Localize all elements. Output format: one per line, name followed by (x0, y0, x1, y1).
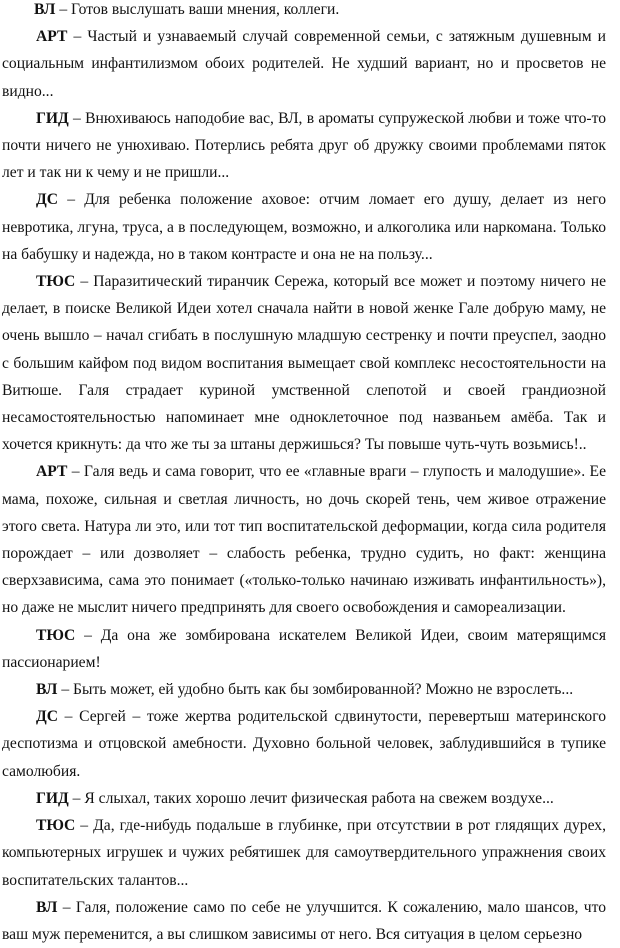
paragraph-text: – Сергей – тоже жертва родительской сдвинутости, перевертыш материнского деспотизма и отцовской амебности. Духовно больной человек, заблудившийся в тупике самолюбия. (2, 708, 606, 780)
speaker-name: ДС (36, 708, 58, 726)
paragraph (2, 458, 606, 621)
paragraph-text: – Да, где-нибудь подальше в глубинке, при отсутствии в рот глядящих дурех, компьютерных игрушек и чужих ребятишек для самоутвердительного упражнения своих воспитательских талантов... (2, 817, 606, 889)
speaker-name: ГИД (36, 109, 69, 127)
speaker-name: АРТ (36, 463, 68, 481)
paragraph-text: – Готов выслушать ваши мнения, коллеги. (55, 1, 340, 18)
speaker-name: АРТ (36, 28, 68, 46)
speaker-name: ВЛ (36, 681, 58, 699)
paragraph-text: – Да она же зомбирована искателем Великой Идеи, своим матерящимся пассионарием! (2, 626, 606, 671)
document-page (2, 0, 606, 948)
paragraph (2, 622, 606, 676)
paragraph (2, 703, 606, 785)
paragraph (2, 812, 606, 894)
paragraph (2, 105, 606, 187)
paragraph (2, 785, 606, 812)
paragraph (2, 23, 606, 105)
speaker-name: ДС (36, 191, 58, 209)
paragraph (2, 676, 606, 703)
speaker-name: ТЮС (36, 273, 76, 291)
paragraph-text: – Галя, положение само по себе не улучшится. К сожалению, мало шансов, что ваш муж переменится, а вы слишком зависимы от него. Вся ситуация в целом серьезно (2, 898, 606, 943)
speaker-name: ТЮС (36, 626, 76, 644)
speaker-name: ВЛ (36, 898, 58, 916)
paragraph-text: – Паразитический тиранчик Сережа, который все может и поэтому ничего не делает, в поиске Великой Идеи хотел сначала найти в новой женке Гале добрую маму, не очень вышло – начал сгибать в послушную младшую сестренку и почти преуспел, заодно с большим кайфом под видом воспитания вымещает свой комплекс несостоятельности на Витюше. Галя страдает куриной умственной слепотой и своей грандиозной несамостоятельностью напоминает мне одноклеточное под названьем амёба. Так и хочется крикнуть: да что же ты за штаны держишься? Ты повыше чуть-чуть возьмись!.. (2, 273, 606, 454)
paragraph-text: – Я слыхал, таких хорошо лечит физическая работа на свежем воздухе... (68, 789, 554, 807)
paragraph-text: – Быть может, ей удобно быть как бы зомбированной? Можно не взрослеть... (57, 681, 574, 699)
speaker-name: ВЛ (34, 1, 56, 18)
speaker-name: ГИД (36, 789, 69, 807)
paragraph (2, 268, 606, 458)
paragraph-text: – Для ребенка положение аховое: отчим ломает его душу, делает из него невротика, лгуна, труса, а в последующем, возможно, и алкоголика или наркомана. Только на бабушку и надежда, но в таком контрасте и она не на пользу... (2, 191, 606, 263)
paragraph (2, 0, 606, 23)
paragraph (2, 186, 606, 268)
paragraph-text: – Внюхиваюсь наподобие вас, ВЛ, в ароматы супружеской любви и тоже что-то почти ничего не унюхиваю. Потерлись ребята друг об дружку своими проблемами пяток лет и так ни к чему и не пришли... (2, 109, 606, 182)
paragraph-text: – Галя ведь и сама говорит, что ее «главные враги – глупость и малодушие». Ее мама, похоже, сильная и светлая личность, но дочь скорей тень, чем живое отражение этого света. Натура ли это, или тот тип воспитательской деформации, когда сила родителя порождает – или дозволяет – слабость ребенка, трудно судить, но факт: женщина сверхзависима, сама это понимает («только-только начинаю изживать инфантильность»), но даже не мыслит ничего предпринять для своего освобождения и самореализации. (2, 463, 606, 617)
speaker-name: ТЮС (36, 817, 76, 835)
paragraph-text: – Частый и узнаваемый случай современной семьи, с затяжным душевным и социальным инфантилизмом обоих родителей. Не худший вариант, но и просветов не видно... (2, 28, 606, 100)
